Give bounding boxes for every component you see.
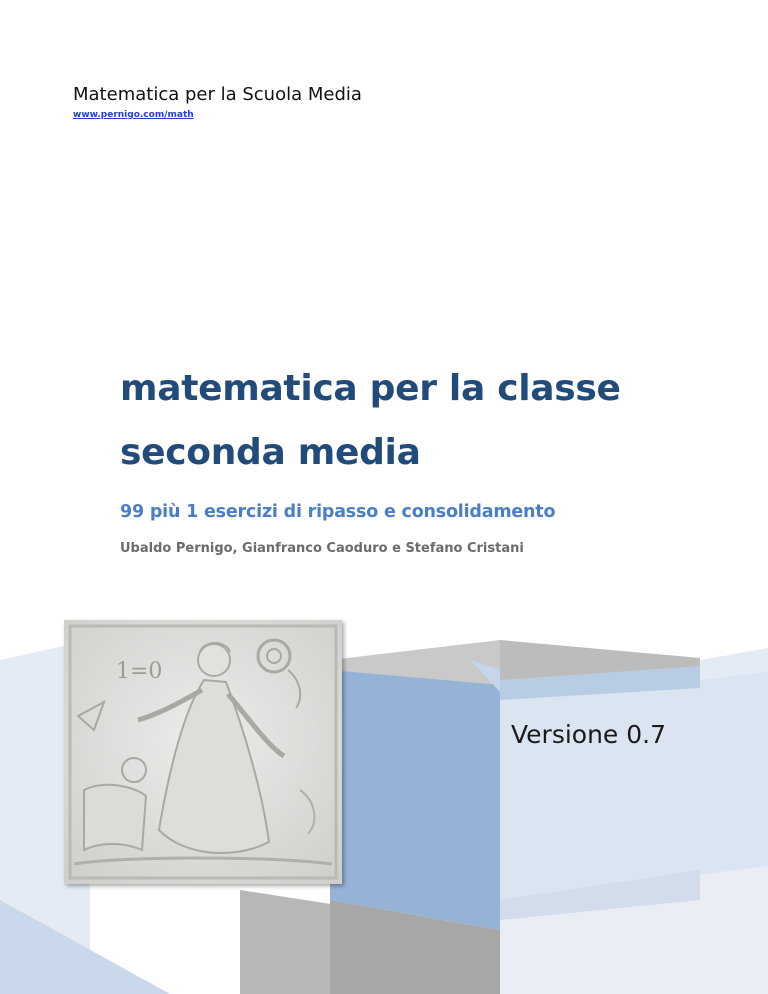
relief-formula: 1=0 [116, 659, 163, 684]
header-title: Matematica per la Scuola Media [73, 84, 362, 105]
bas-relief-image [64, 620, 342, 884]
version-label: Versione 0.7 [511, 720, 667, 749]
cover-title-line-2: seconda media [120, 432, 421, 473]
cover-authors: Ubaldo Pernigo, Gianfranco Caoduro e Stefano Cristani [120, 541, 524, 556]
cover-title-line-1: matematica per la classe [120, 368, 621, 409]
cover-subtitle: 99 più 1 esercizi di ripasso e consolidamento [120, 502, 556, 522]
cover-title [120, 357, 680, 485]
website-link[interactable]: www.pernigo.com/math [73, 110, 194, 120]
